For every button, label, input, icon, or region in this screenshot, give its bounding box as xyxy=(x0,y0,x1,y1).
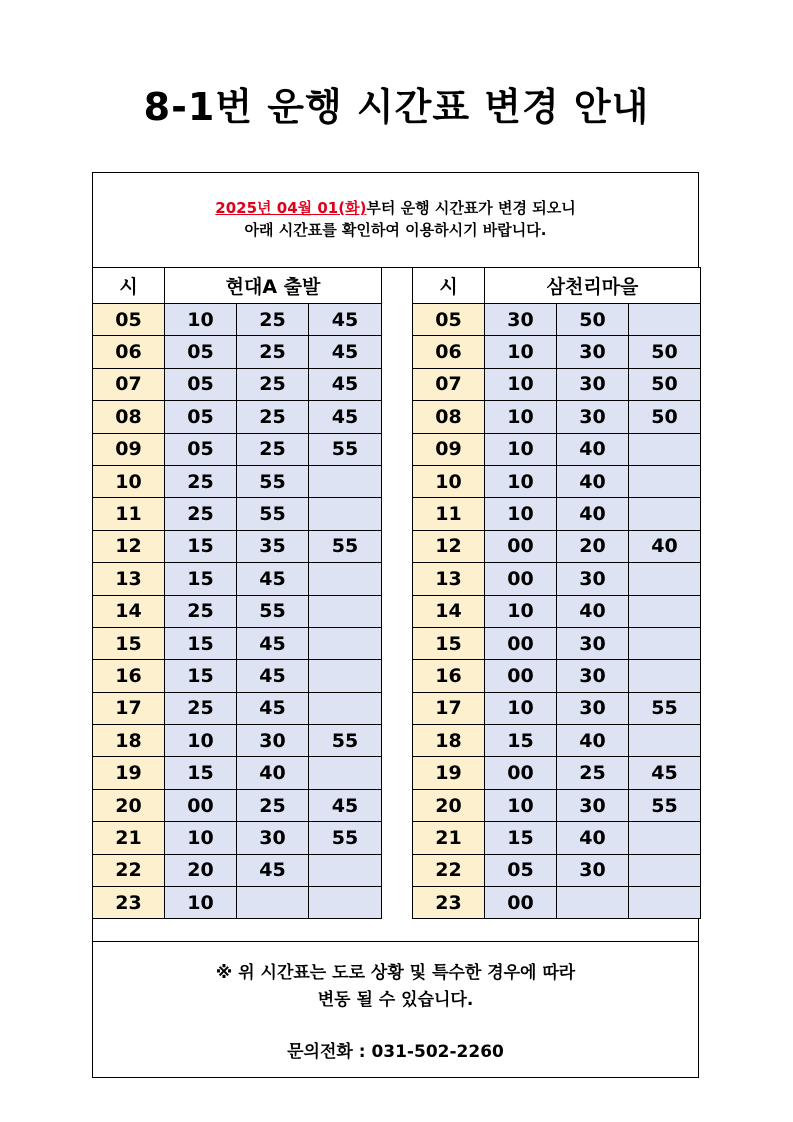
minute-cell: 25 xyxy=(557,757,629,789)
hour-cell: 06 xyxy=(413,336,485,368)
minute-cell: 40 xyxy=(237,757,309,789)
hour-cell: 10 xyxy=(93,465,165,497)
minute-cell xyxy=(309,563,382,595)
hour-cell: 07 xyxy=(413,368,485,400)
minute-cell xyxy=(629,563,701,595)
table-row xyxy=(93,757,382,789)
hour-cell: 18 xyxy=(93,725,165,757)
table-row xyxy=(413,854,701,886)
footer-line2: 변동 될 수 있습니다. xyxy=(317,990,474,1010)
minute-cell: 10 xyxy=(485,433,557,465)
minute-cell: 40 xyxy=(557,725,629,757)
minute-cell: 45 xyxy=(309,401,382,433)
minute-cell: 55 xyxy=(629,692,701,724)
minute-cell: 45 xyxy=(237,692,309,724)
hour-cell: 09 xyxy=(413,433,485,465)
minute-cell xyxy=(309,627,382,659)
hour-cell: 10 xyxy=(413,465,485,497)
minute-cell xyxy=(629,465,701,497)
hour-cell: 20 xyxy=(93,789,165,821)
hour-cell: 12 xyxy=(413,530,485,562)
hour-cell: 22 xyxy=(413,854,485,886)
hour-cell: 19 xyxy=(93,757,165,789)
minute-cell: 45 xyxy=(237,854,309,886)
table-row xyxy=(413,789,701,821)
minute-cell: 10 xyxy=(165,887,237,919)
minute-cell: 40 xyxy=(557,433,629,465)
minute-cell: 30 xyxy=(557,401,629,433)
table-row xyxy=(413,368,701,400)
hour-cell: 19 xyxy=(413,757,485,789)
minute-cell: 05 xyxy=(165,336,237,368)
hour-cell: 14 xyxy=(413,595,485,627)
minute-cell: 10 xyxy=(485,595,557,627)
table-row xyxy=(413,692,701,724)
hour-cell: 07 xyxy=(93,368,165,400)
minute-cell: 30 xyxy=(557,563,629,595)
hour-header: 시 xyxy=(93,268,165,304)
table-row xyxy=(93,563,382,595)
table-row xyxy=(93,433,382,465)
minute-cell: 15 xyxy=(165,563,237,595)
table-row xyxy=(93,854,382,886)
minute-cell: 10 xyxy=(485,368,557,400)
hour-cell: 13 xyxy=(413,563,485,595)
minute-cell: 30 xyxy=(557,627,629,659)
hour-cell: 21 xyxy=(93,822,165,854)
minute-cell: 00 xyxy=(485,887,557,919)
minute-cell: 10 xyxy=(165,304,237,336)
minute-cell: 20 xyxy=(557,530,629,562)
minute-cell: 15 xyxy=(485,725,557,757)
minute-cell: 45 xyxy=(237,627,309,659)
minute-cell: 55 xyxy=(237,465,309,497)
hour-cell: 16 xyxy=(93,660,165,692)
minute-cell xyxy=(309,498,382,530)
direction-header: 삼천리마을 xyxy=(485,268,701,304)
minute-cell xyxy=(309,660,382,692)
minute-cell: 10 xyxy=(165,725,237,757)
table-row xyxy=(413,336,701,368)
minute-cell: 40 xyxy=(557,822,629,854)
minute-cell: 30 xyxy=(557,368,629,400)
minute-cell: 15 xyxy=(485,822,557,854)
minute-cell: 25 xyxy=(237,789,309,821)
minute-cell: 40 xyxy=(557,465,629,497)
minute-cell: 00 xyxy=(485,660,557,692)
table-row xyxy=(93,401,382,433)
table-row xyxy=(93,692,382,724)
table-row xyxy=(93,660,382,692)
minute-cell: 50 xyxy=(557,304,629,336)
hour-cell: 16 xyxy=(413,660,485,692)
table-row xyxy=(93,887,382,919)
minute-cell: 40 xyxy=(557,498,629,530)
hour-cell: 23 xyxy=(413,887,485,919)
notice-line2: 아래 시간표를 확인하여 이용하시기 바랍니다. xyxy=(244,221,547,239)
minute-cell: 15 xyxy=(165,660,237,692)
minute-cell: 45 xyxy=(309,336,382,368)
minute-cell xyxy=(629,627,701,659)
table-row xyxy=(93,725,382,757)
hour-cell: 06 xyxy=(93,336,165,368)
hour-cell: 15 xyxy=(413,627,485,659)
hour-cell: 12 xyxy=(93,530,165,562)
table-row xyxy=(93,465,382,497)
minute-cell: 00 xyxy=(485,627,557,659)
minute-cell: 25 xyxy=(165,498,237,530)
minute-cell: 55 xyxy=(629,789,701,821)
minute-cell: 25 xyxy=(165,595,237,627)
table-row xyxy=(413,304,701,336)
minute-cell: 30 xyxy=(557,692,629,724)
minute-cell: 10 xyxy=(485,692,557,724)
minute-cell: 30 xyxy=(237,822,309,854)
table-row xyxy=(413,757,701,789)
minute-cell: 00 xyxy=(485,757,557,789)
hour-cell: 21 xyxy=(413,822,485,854)
minute-cell: 15 xyxy=(165,627,237,659)
table-row xyxy=(413,563,701,595)
table-row xyxy=(93,627,382,659)
notice-line1: 부터 운행 시간표가 변경 되오니 xyxy=(366,199,576,217)
hour-cell: 17 xyxy=(93,692,165,724)
minute-cell: 00 xyxy=(165,789,237,821)
table-row xyxy=(413,595,701,627)
minute-cell: 55 xyxy=(309,725,382,757)
minute-cell xyxy=(629,595,701,627)
minute-cell xyxy=(629,725,701,757)
footer-note xyxy=(93,941,698,1066)
minute-cell: 25 xyxy=(237,368,309,400)
minute-cell: 15 xyxy=(165,757,237,789)
minute-cell xyxy=(309,757,382,789)
table-row xyxy=(413,725,701,757)
minute-cell xyxy=(309,465,382,497)
timetable-samcheonri-village xyxy=(412,267,701,919)
minute-cell: 25 xyxy=(165,692,237,724)
effective-date: 2025년 04월 01(화) xyxy=(215,199,367,217)
timetable-hyundai-departure xyxy=(92,267,382,919)
table-row xyxy=(413,433,701,465)
hour-cell: 15 xyxy=(93,627,165,659)
minute-cell: 45 xyxy=(629,757,701,789)
hour-cell: 13 xyxy=(93,563,165,595)
table-row xyxy=(413,530,701,562)
change-notice xyxy=(93,173,698,268)
table-row xyxy=(93,530,382,562)
minute-cell: 15 xyxy=(165,530,237,562)
hour-cell: 05 xyxy=(93,304,165,336)
hour-cell: 08 xyxy=(93,401,165,433)
hour-cell: 14 xyxy=(93,595,165,627)
table-row xyxy=(413,822,701,854)
minute-cell: 05 xyxy=(485,854,557,886)
minute-cell: 50 xyxy=(629,336,701,368)
table-row xyxy=(93,595,382,627)
minute-cell: 30 xyxy=(557,660,629,692)
minute-cell xyxy=(629,660,701,692)
minute-cell: 10 xyxy=(485,498,557,530)
minute-cell: 05 xyxy=(165,401,237,433)
hour-cell: 17 xyxy=(413,692,485,724)
table-divider xyxy=(381,267,412,942)
minute-cell: 30 xyxy=(557,336,629,368)
minute-cell: 30 xyxy=(557,854,629,886)
minute-cell xyxy=(629,498,701,530)
minute-cell xyxy=(309,854,382,886)
minute-cell: 40 xyxy=(629,530,701,562)
page-title: 8-1번 운행 시간표 변경 안내 xyxy=(143,85,650,129)
table-row xyxy=(413,660,701,692)
minute-cell: 50 xyxy=(629,401,701,433)
minute-cell: 55 xyxy=(309,530,382,562)
minute-cell xyxy=(237,887,309,919)
table-row xyxy=(93,498,382,530)
minute-cell: 55 xyxy=(309,433,382,465)
hour-cell: 23 xyxy=(93,887,165,919)
minute-cell xyxy=(629,822,701,854)
minute-cell: 20 xyxy=(165,854,237,886)
minute-cell xyxy=(309,595,382,627)
minute-cell xyxy=(629,887,701,919)
hour-cell: 22 xyxy=(93,854,165,886)
hour-cell: 11 xyxy=(93,498,165,530)
minute-cell: 55 xyxy=(237,498,309,530)
minute-cell: 10 xyxy=(165,822,237,854)
minute-cell: 25 xyxy=(165,465,237,497)
table-row xyxy=(413,498,701,530)
minute-cell: 45 xyxy=(309,789,382,821)
minute-cell: 55 xyxy=(309,822,382,854)
minute-cell: 35 xyxy=(237,530,309,562)
minute-cell: 00 xyxy=(485,530,557,562)
minute-cell: 10 xyxy=(485,401,557,433)
hour-cell: 18 xyxy=(413,725,485,757)
minute-cell: 40 xyxy=(557,595,629,627)
minute-cell: 30 xyxy=(557,789,629,821)
minute-cell: 50 xyxy=(629,368,701,400)
hour-header: 시 xyxy=(413,268,485,304)
minute-cell: 05 xyxy=(165,433,237,465)
minute-cell xyxy=(309,887,382,919)
minute-cell: 25 xyxy=(237,401,309,433)
minute-cell: 00 xyxy=(485,563,557,595)
minute-cell: 25 xyxy=(237,336,309,368)
minute-cell xyxy=(629,304,701,336)
minute-cell: 10 xyxy=(485,336,557,368)
minute-cell: 45 xyxy=(237,563,309,595)
direction-header: 현대A 출발 xyxy=(165,268,382,304)
table-row xyxy=(413,627,701,659)
minute-cell: 25 xyxy=(237,433,309,465)
contact-phone: 문의전화 : 031-502-2260 xyxy=(287,1042,504,1062)
hour-cell: 11 xyxy=(413,498,485,530)
minute-cell: 45 xyxy=(309,304,382,336)
minute-cell: 10 xyxy=(485,465,557,497)
minute-cell xyxy=(629,433,701,465)
table-row xyxy=(413,887,701,919)
hour-cell: 05 xyxy=(413,304,485,336)
table-row xyxy=(413,465,701,497)
table-row xyxy=(413,401,701,433)
minute-cell: 30 xyxy=(485,304,557,336)
minute-cell: 10 xyxy=(485,789,557,821)
hour-cell: 08 xyxy=(413,401,485,433)
minute-cell: 45 xyxy=(237,660,309,692)
minute-cell xyxy=(309,692,382,724)
timetable-frame xyxy=(92,172,699,1078)
table-row xyxy=(93,304,382,336)
minute-cell: 55 xyxy=(237,595,309,627)
minute-cell: 30 xyxy=(237,725,309,757)
minute-cell xyxy=(629,854,701,886)
table-row xyxy=(93,368,382,400)
table-row xyxy=(93,336,382,368)
minute-cell: 05 xyxy=(165,368,237,400)
table-row xyxy=(93,789,382,821)
hour-cell: 20 xyxy=(413,789,485,821)
minute-cell: 25 xyxy=(237,304,309,336)
table-row xyxy=(93,822,382,854)
footer-line1: ※ 위 시간표는 도로 상황 및 특수한 경우에 따라 xyxy=(215,963,576,983)
minute-cell: 45 xyxy=(309,368,382,400)
hour-cell: 09 xyxy=(93,433,165,465)
minute-cell xyxy=(557,887,629,919)
